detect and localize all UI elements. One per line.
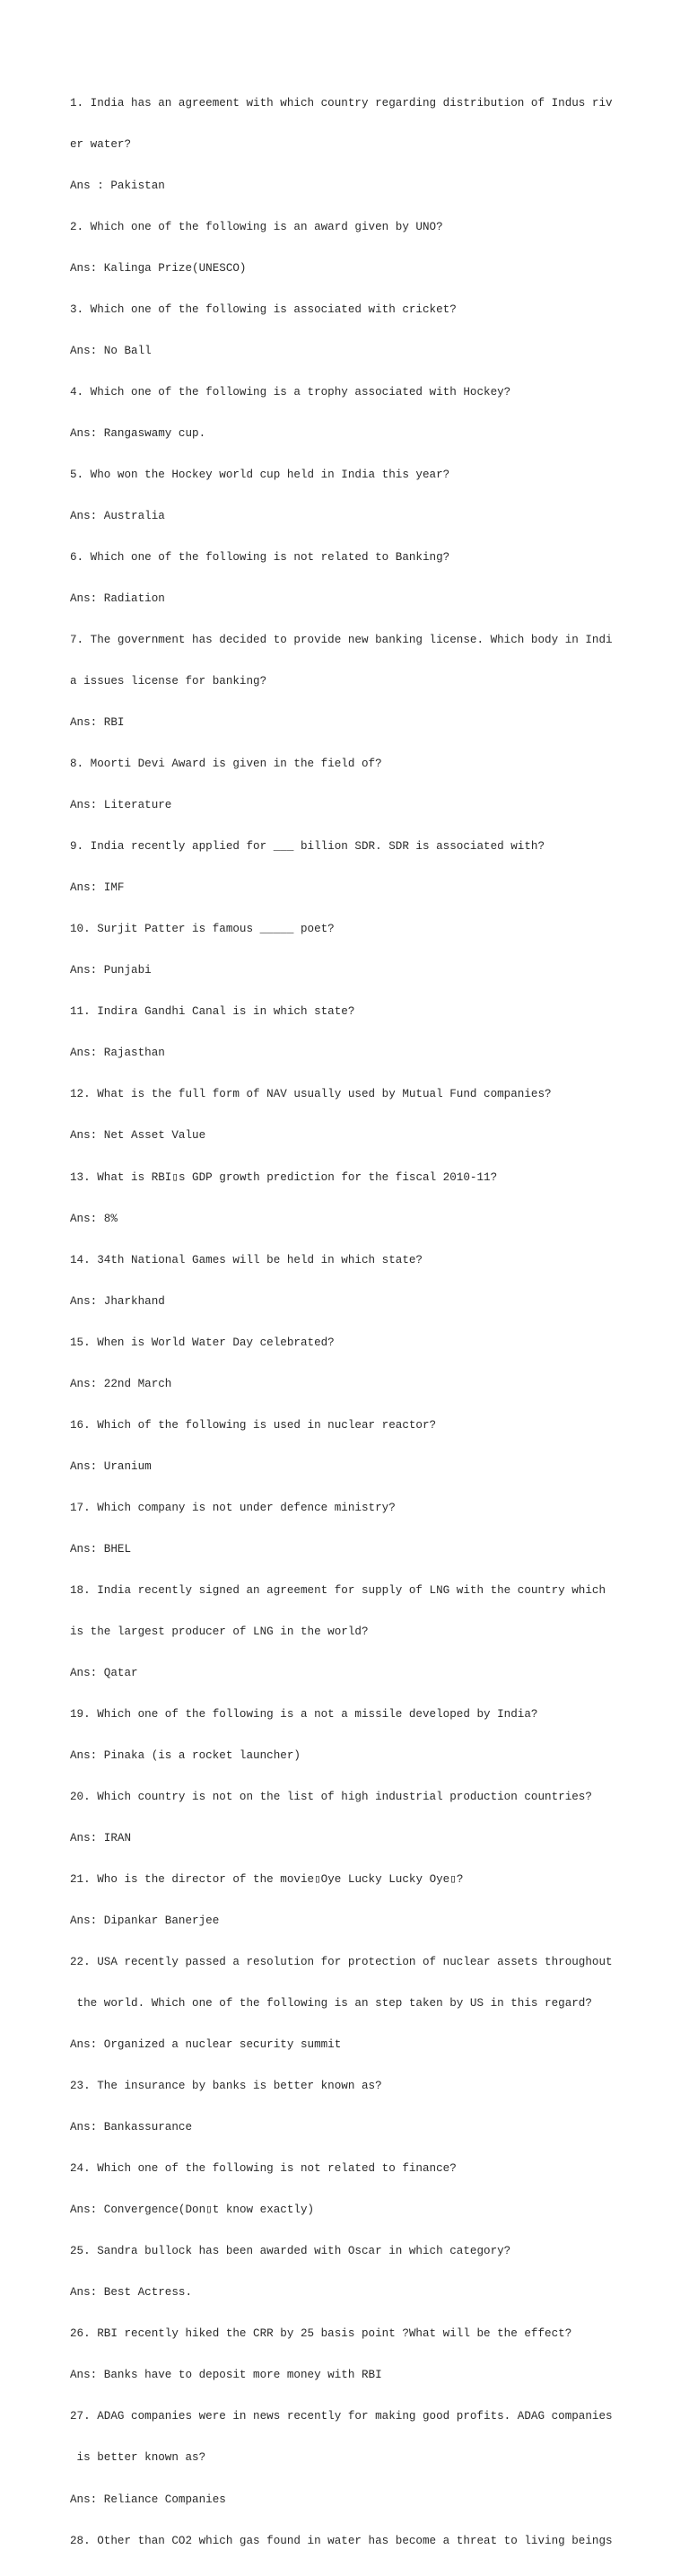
text-line: 9. India recently applied for ___ billion SDR. SDR is associated with? — [70, 840, 545, 854]
text-line: Ans: Radiation — [70, 592, 165, 606]
text-line: Ans: RBI — [70, 716, 125, 730]
text-line: Ans: Uranium — [70, 1459, 152, 1473]
text-line: 22. USA recently passed a resolution for protection of nuclear assets throughout — [70, 1956, 613, 1969]
text-line: 21. Who is the director of the movie▯Oye Lucky Lucky Oye▯? — [70, 1873, 464, 1887]
text-line: Ans: Organized a nuclear security summit — [70, 2038, 342, 2052]
text-line: Ans: BHEL — [70, 1542, 132, 1555]
text-line: 19. Which one of the following is a not a missile developed by India? — [70, 1707, 538, 1721]
text-line: Ans: 22nd March — [70, 1377, 172, 1390]
text-line: 17. Which company is not under defence ministry? — [70, 1501, 396, 1514]
text-line: Ans: IRAN — [70, 1832, 132, 1844]
text-line: Ans: Qatar — [70, 1666, 138, 1679]
text-line: 25. Sandra bullock has been awarded with Oscar in which category? — [70, 2245, 511, 2258]
text-line: 23. The insurance by banks is better known as? — [70, 2080, 382, 2093]
text-line: 15. When is World Water Day celebrated? — [70, 1336, 335, 1349]
text-line: 7. The government has decided to provide new banking license. Which body in Indi — [70, 634, 613, 647]
text-line: is better known as? — [70, 2451, 206, 2465]
text-line: Ans: Punjabi — [70, 964, 152, 977]
text-line: Ans: Literature — [70, 799, 172, 812]
text-line: Ans : Pakistan — [70, 179, 165, 192]
text-line: Ans: Rangaswamy cup. — [70, 426, 206, 440]
text-line: 18. India recently signed an agreement for supply of LNG with the country which — [70, 1583, 606, 1597]
text-line: Ans: IMF — [70, 881, 125, 895]
text-line: Ans: Rajasthan — [70, 1047, 165, 1060]
text-line: Ans: Bankassurance — [70, 2121, 193, 2134]
text-line: the world. Which one of the following is an step taken by US in this regard? — [70, 1997, 592, 2011]
text-line: 10. Surjit Patter is famous _____ poet? — [70, 923, 335, 936]
text-line: Ans: Reliance Companies — [70, 2493, 226, 2506]
text-line: 6. Which one of the following is not related to Banking? — [70, 551, 450, 565]
text-line: Ans: Net Asset Value — [70, 1129, 206, 1143]
quiz-text — [70, 69, 613, 2576]
text-line: Ans: No Ball — [70, 344, 152, 357]
text-line: Ans: Convergence(Don▯t know exactly) — [70, 2204, 315, 2217]
text-line: Ans: Banks have to deposit more money with RBI — [70, 2369, 382, 2382]
text-line: er water? — [70, 137, 132, 151]
text-line: 1. India has an agreement with which country regarding distribution of Indus riv — [70, 96, 613, 110]
text-line: 12. What is the full form of NAV usually used by Mutual Fund companies? — [70, 1088, 552, 1101]
text-line: Ans: Kalinga Prize(UNESCO) — [70, 261, 247, 275]
text-line: Ans: 8% — [70, 1212, 118, 1225]
text-line: Ans: Best Actress. — [70, 2286, 193, 2300]
text-line: 13. What is RBI▯s GDP growth prediction for the fiscal 2010-11? — [70, 1170, 498, 1184]
text-line: 16. Which of the following is used in nuclear reactor? — [70, 1418, 437, 1432]
text-line: 3. Which one of the following is associated with cricket? — [70, 302, 457, 316]
text-line: 24. Which one of the following is not related to finance? — [70, 2162, 457, 2176]
text-line: 2. Which one of the following is an award given by UNO? — [70, 220, 443, 233]
text-line: 27. ADAG companies were in news recently for making good profits. ADAG companies — [70, 2410, 613, 2423]
text-line: Ans: Australia — [70, 510, 165, 522]
text-line: 20. Which country is not on the list of high industrial production countries? — [70, 1790, 592, 1803]
text-line: 11. Indira Gandhi Canal is in which state? — [70, 1005, 355, 1019]
text-line: Ans: Pinaka (is a rocket launcher) — [70, 1748, 301, 1762]
text-line: 26. RBI recently hiked the CRR by 25 basis point ?What will be the effect? — [70, 2327, 572, 2341]
text-line: is the largest producer of LNG in the world? — [70, 1625, 369, 1638]
text-line: Ans: Dipankar Banerjee — [70, 1914, 220, 1928]
text-line: 5. Who won the Hockey world cup held in India this year? — [70, 468, 450, 481]
text-line: a issues license for banking? — [70, 675, 267, 688]
text-line: 4. Which one of the following is a trophy associated with Hockey? — [70, 385, 511, 399]
text-line: 28. Other than CO2 which gas found in water has become a threat to living beings — [70, 2534, 613, 2547]
text-line: Ans: Jharkhand — [70, 1294, 165, 1308]
text-line: 14. 34th National Games will be held in which state? — [70, 1253, 423, 1266]
text-line: 8. Moorti Devi Award is given in the field of? — [70, 758, 382, 771]
